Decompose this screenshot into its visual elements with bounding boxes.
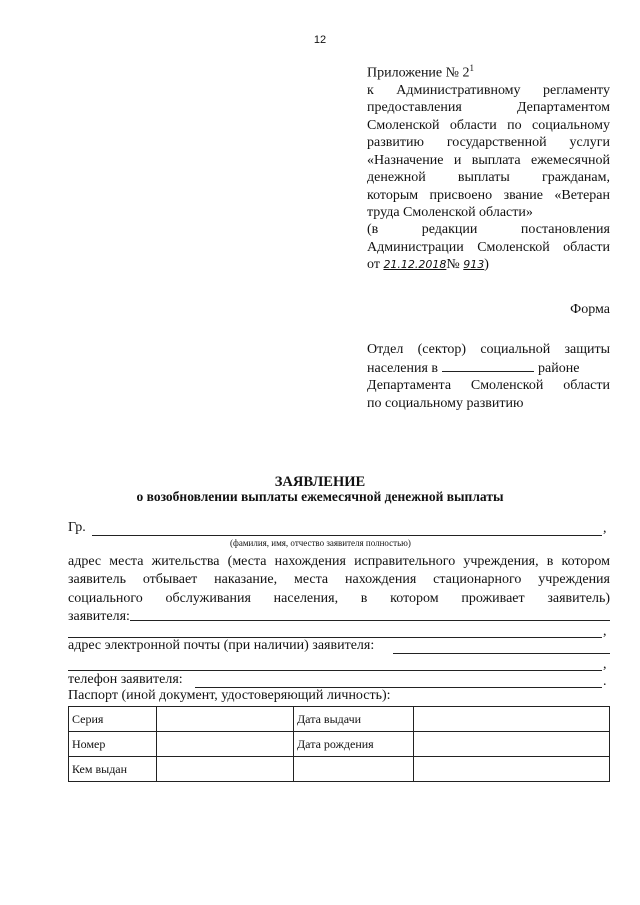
table-cell-input[interactable] [157,707,294,732]
appendix-title-superscript: 1 [469,63,474,73]
table-cell-input[interactable] [157,732,294,757]
document-subtitle: о возобновлении выплаты ежемесячной денежной выплаты [136,489,504,504]
phone-label: телефон заявителя: [68,672,183,687]
applicant-hint: (фамилия, имя, отчество заявителя полностью) [230,538,411,548]
department-line: Отдел (сектор) социальной защиты [367,342,610,357]
passport-label: Паспорт (иной документ, удостоверяющий личность): [68,688,391,703]
table-cell-input[interactable] [414,707,610,732]
appendix-line: которым присвоено звание «Ветеран [367,187,610,203]
comma: , [603,624,607,639]
table-cell-input[interactable] [414,757,610,782]
appendix-block [367,60,610,274]
email-label: адрес электронной почты (при наличии) заявителя: [68,638,375,653]
department-line-2: населения в районе [367,360,580,376]
handwritten-date: 21.12.2018 [383,258,447,272]
handwritten-number: 913 [463,258,485,272]
address-paragraph [68,553,610,627]
table-cell-input[interactable] [294,757,414,782]
address-line-last: заявителя: [68,609,130,625]
form-label: Форма [570,302,610,317]
table-row [69,707,610,732]
appendix-line: Администрации Смоленской области [367,239,610,255]
appendix-date-line: от 21.12.2018№ 913) [367,257,489,273]
comma: , [603,657,607,672]
table-row [69,732,610,757]
district-blank-field[interactable] [442,359,534,372]
department-block [367,341,610,412]
page-number: 12 [313,34,327,46]
comma: , [603,521,607,536]
table-cell-label: Серия [69,707,157,732]
table-cell-label: Кем выдан [69,757,157,782]
email-field[interactable] [393,653,610,654]
appendix-line: труда Смоленской области» [367,204,533,220]
address-line: адрес места жительства (места нахождения исправительного учреждения, в котором [68,554,610,569]
appendix-line: денежной выплаты гражданам, [367,170,610,186]
period: . [603,674,607,689]
appendix-line: (в редакции постановления [367,222,610,238]
appendix-line: Смоленской области по социальному [367,117,610,133]
email-field-continuation[interactable] [68,670,602,671]
department-line: по социальному развитию [367,395,524,411]
appendix-line: развитию государственной услуги [367,135,610,151]
address-line: социального обслуживания населения, в котором проживает заявитель) [68,590,610,606]
table-cell-label: Дата выдачи [294,707,414,732]
table-row [69,757,610,782]
appendix-line: «Назначение и выплата ежемесячной [367,152,610,168]
table-cell-input[interactable] [157,757,294,782]
department-line: Департамента Смоленской области [367,378,610,394]
applicant-name-field[interactable] [92,535,602,536]
document-title: ЗАЯВЛЕНИЕ [274,474,366,490]
table-cell-input[interactable] [414,732,610,757]
passport-table [68,706,610,782]
appendix-line: к Административному регламенту [367,83,610,99]
address-line: заявитель отбывает наказание, места нахождения стационарного учреждения [68,572,610,588]
appendix-line: предоставления Департаментом [367,100,610,116]
appendix-title: Приложение № $2^1$ [367,63,474,81]
table-cell-label: Дата рождения [294,732,414,757]
table-cell-label: Номер [69,732,157,757]
applicant-prefix: Гр. [68,520,86,535]
address-field[interactable] [130,620,610,621]
